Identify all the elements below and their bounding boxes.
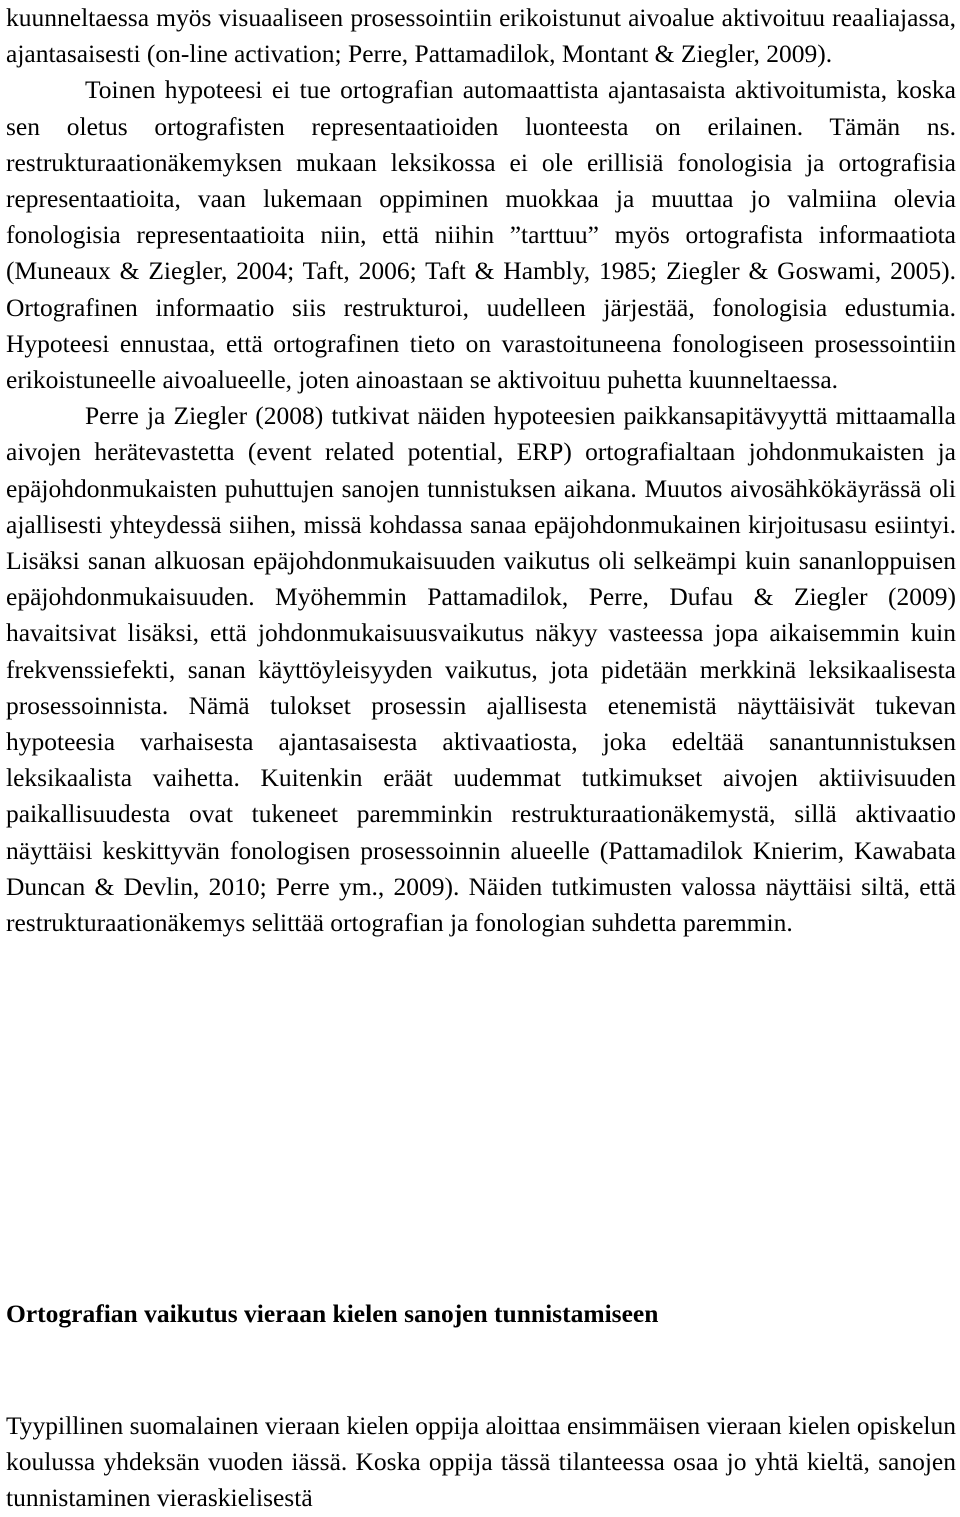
- section-heading: Ortografian vaikutus vieraan kielen sanojen tunnistamiseen: [6, 1299, 659, 1328]
- document-page: [6, 0, 956, 1513]
- paragraph-perre-ziegler-study: Perre ja Ziegler (2008) tutkivat näiden hypoteesien paikkansapitävyyttä mittaamalla aivojen herätevastetta (event related potential, ERP) ortografialtaan johdonmukaisten ja epäjohdonmukaisten puhuttujen sanojen tunnistuksen aikana. Muutos aivosähkökäyrässä oli ajallisesti yhteydessä siihen, missä kohdassa sanaa epäjohdonmukainen kirjoitusasu esiintyi. Lisäksi sanan alkuosan epäjohdonmukaisuuden vaikutus oli selkeämpi kuin sananloppuisen epäjohdonmukaisuuden. Myöhemmin Pattamadilok, Perre, Dufau & Ziegler (2009) havaitsivat lisäksi, että johdonmukaisuusvaikutus näkyy vasteessa jopa aikaisemmin kuin frekvenssiefekti, sanan käyttöyleisyyden vaikutus, jota pidetään merkkinä leksikaalisesta prosessoinnista. Nämä tulokset prosessin ajallisesta etenemistä näyttäisivät tukevan hypoteesia varhaisesta ajantasaisesta aktivaatiosta, joka edeltää sanantunnistuksen leksikaalista vaihetta. Kuitenkin eräät uudemmat tutkimukset aivojen aktiivisuuden paikallisuudesta ovat tukeneet paremminkin restrukturaationäkemystä, sillä aktivaatio näyttäisi keskittyvän fonologisen prosessoinnin alueelle (Pattamadilok Knierim, Kawabata Duncan & Devlin, 2010; Perre ym., 2009). Näiden tutkimusten valossa näyttäisi siltä, että restrukturaationäkemys selittää ortografian ja fonologian suhdetta paremmin.: [6, 401, 956, 938]
- paragraph-continuation: kuunneltaessa myös visuaaliseen prosessointiin erikoistunut aivoalue aktivoituu reaaliajassa, ajantasaisesti (on-line activation; Perre, Pattamadilok, Montant & Ziegler, 2009).: [6, 3, 956, 69]
- paragraph-restructuring-hypothesis: Toinen hypoteesi ei tue ortografian automaattista ajantasaista aktivoitumista, koska sen oletus ortografisten representaatioiden luonteesta on erilainen. Tämän ns. restrukturaationäkemyksen mukaan leksikossa ei ole erillisiä fonologisia ja ortografisia representaatioita, vaan lukemaan oppiminen muokkaa ja muuttaa jo valmiina olevia fonologisia representaatioita niin, että niihin ”tarttuu” myös ortografista informaatiota (Muneaux & Ziegler, 2004; Taft, 2006; Taft & Hambly, 1985; Ziegler & Goswami, 2005). Ortografinen informaatio siis restrukturoi, uudelleen järjestää, fonologisia edustumia. Hypoteesi ennustaa, että ortografinen tieto on varastoituneena fonologiseen prosessointiin erikoistuneelle aivoalueelle, joten ainoastaan se aktivoituu puhetta kuunneltaessa.: [6, 75, 956, 395]
- paragraph-foreign-language-learner: Tyypillinen suomalainen vieraan kielen oppija aloittaa ensimmäisen vieraan kielen opiskelun koulussa yhdeksän vuoden iässä. Koska oppija tässä tilanteessa osaa jo yhtä kieltä, sanojen tunnistaminen vieraskielisestä: [6, 1411, 956, 1513]
